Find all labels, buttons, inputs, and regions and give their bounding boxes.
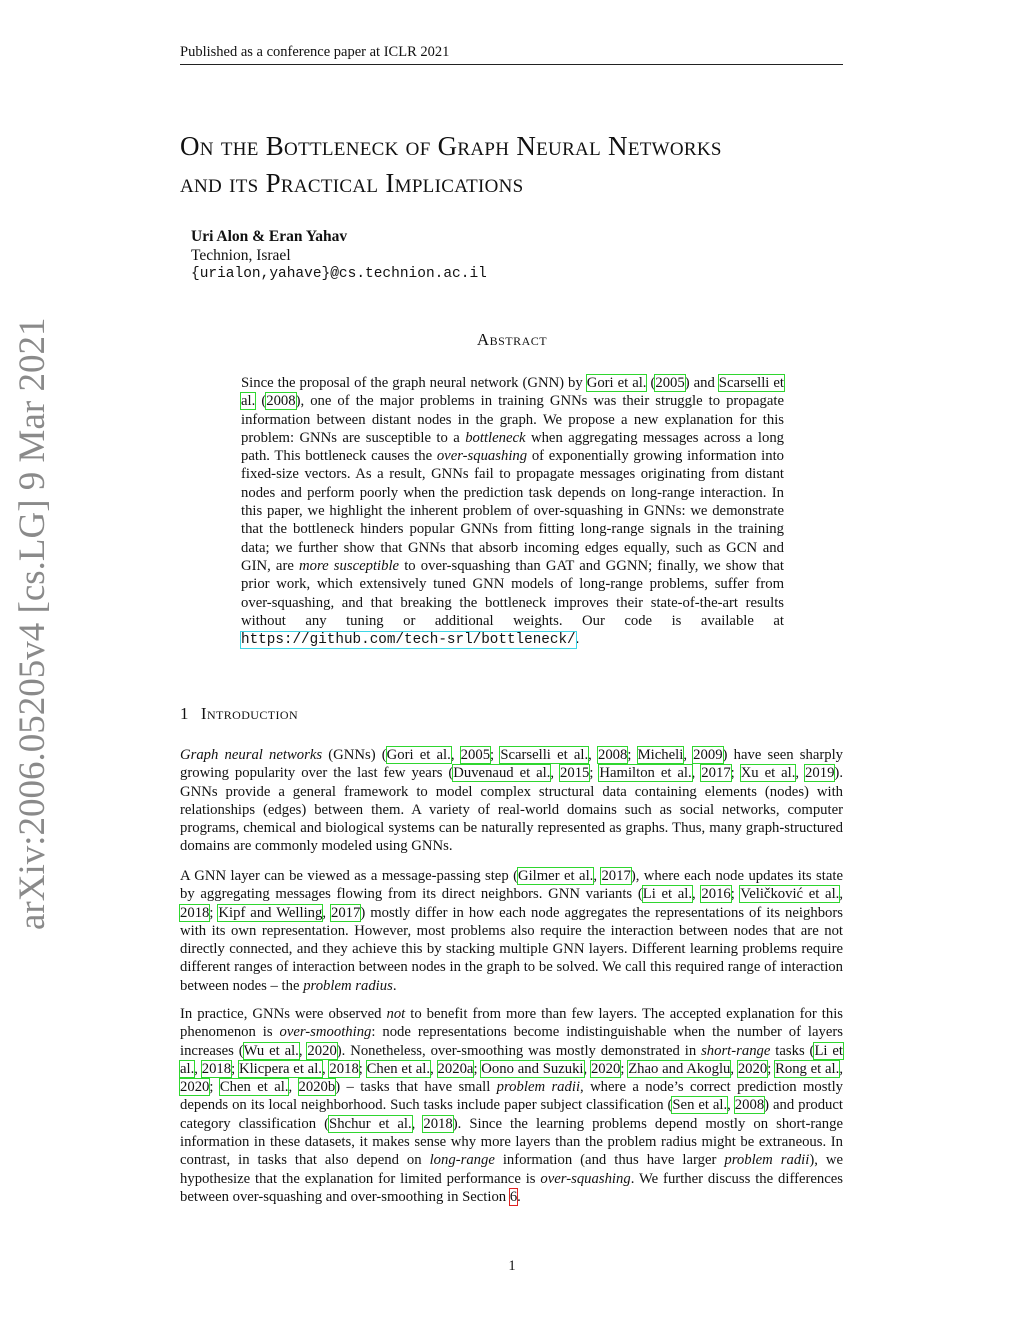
text-span: ; (209, 1079, 220, 1096)
text-span: , (839, 1060, 843, 1077)
text-span: tasks ( (770, 1042, 815, 1059)
text-span: ) – tasks that have small (335, 1079, 497, 1096)
abstract-text-span: . (575, 631, 580, 648)
arxiv-stamp: arXiv:2006.05205v4 [cs.LG] 9 Mar 2021 (12, 317, 53, 930)
title-line-2: and its Practical Implications (180, 168, 524, 198)
section-heading (180, 704, 298, 724)
text-span: , (683, 747, 694, 763)
section-ref-link[interactable]: 6 (509, 1188, 518, 1205)
citation-link[interactable]: Gilmer et al. (517, 868, 594, 884)
text-span: ; (627, 747, 638, 763)
text-span: , (730, 1060, 738, 1077)
text-span: , (550, 765, 561, 782)
citation-link[interactable]: 2020 (307, 1042, 337, 1059)
text-span: ) and product category classification ( (180, 1097, 843, 1132)
citation-link[interactable]: 2018 (180, 904, 210, 921)
emphasis: long-range (429, 1152, 495, 1169)
abstract-text-span: to over-squashing than GAT and GGNN; finally, we show that prior work, which extensively tuned GNN models of long-range problems, suffer from over-squashing, and that breaking the bottleneck improves their state-of-the-art results without any tuning or additional weights. Our code is available at (241, 557, 784, 629)
citation-link[interactable]: 2009 (693, 747, 723, 763)
text-span: ; (490, 747, 501, 763)
citation-link[interactable]: Klicpera et al. (238, 1060, 322, 1077)
citation-link[interactable]: Scarselli et al. (500, 747, 589, 763)
citation-link[interactable]: 2018 (329, 1060, 359, 1077)
citation-link[interactable]: Micheli (637, 747, 684, 763)
citation-link[interactable]: 2020 (180, 1079, 210, 1096)
text-span: . (517, 1188, 521, 1205)
citation-link[interactable]: 2019 (805, 765, 835, 782)
citation-link[interactable]: Duvenaud et al. (453, 765, 551, 782)
emphasis: bottleneck (465, 429, 526, 446)
text-span: ; (473, 1060, 482, 1077)
citation-link[interactable]: Wu et al. (243, 1042, 299, 1059)
text-span: ; (231, 1060, 239, 1077)
citation-link[interactable]: 2008 (266, 393, 296, 410)
citation-link[interactable]: Gori et al. (586, 375, 647, 391)
citation-link[interactable]: 2017 (330, 904, 361, 921)
text-span: ; (589, 765, 600, 782)
emphasis: problem radii (724, 1152, 810, 1169)
section-number: 1 (180, 704, 189, 723)
citation-link[interactable]: 2020 (590, 1060, 621, 1077)
citation-link[interactable]: Kipf and Welling (218, 904, 323, 921)
citation-link[interactable]: Chen et al. (219, 1079, 289, 1096)
abstract-heading: Abstract (476, 330, 548, 349)
text-span: (GNNs) ( (322, 747, 387, 763)
text-span: , (430, 1060, 438, 1077)
citation-link[interactable]: 2017 (601, 868, 631, 884)
citation-link[interactable]: Veličković et al. (740, 886, 840, 903)
emphasis: over-squashing (436, 448, 528, 465)
author-names: Uri Alon & Eran Yahav (191, 228, 348, 245)
text-span: ; (730, 765, 741, 782)
text-span: ), where each node updates its state by aggregating messages flowing from its direct neighbors. GNN variants ( (180, 868, 843, 903)
citation-link[interactable]: 2005 (460, 747, 491, 763)
text-span: ), we hypothesize that the explanation for limited performance is (180, 1152, 843, 1187)
emphasis: more susceptible (299, 557, 400, 574)
text-span: , (795, 765, 806, 782)
text-span: ; (209, 904, 219, 921)
text-span: , (593, 868, 602, 884)
text-span: ; (767, 1060, 776, 1077)
text-span: ; (358, 1060, 367, 1077)
code-url-link[interactable]: https://github.com/tech-srl/bottleneck/ (241, 632, 576, 649)
abstract-text-span: ( (646, 375, 656, 391)
abstract-text-span: of exponentially growing information into fixed-size vectors. As a result, GNNs fail to propagate messages originating from distant nodes and perform poorly when the prediction task depends on long-range interaction. In this paper, we highlight the inherent problem of over-squashing in GNNs: we demonstrate that the bottleneck hinders popular GNNs from fitting long-range signals in the training data; we further show that GNNs that absorb incoming edges equally, such as GCN and GIN, are (241, 448, 784, 574)
text-span: : node representations become indistinguishable when the number of layers increases ( (180, 1024, 844, 1059)
text-span: , (692, 886, 702, 903)
section-title: Introduction (200, 704, 299, 723)
text-span: . We further discuss the differences between over-squashing and over-smoothing in Section (180, 1170, 843, 1205)
author-affiliation: Technion, Israel (191, 247, 291, 264)
text-span: , (583, 1060, 591, 1077)
emphasis: Graph neural networks (180, 747, 323, 763)
text-span: ; (620, 1060, 629, 1077)
abstract-text-span: ) and (684, 375, 719, 391)
citation-link[interactable]: 2020 (737, 1060, 768, 1077)
text-span: , (288, 1079, 299, 1096)
text-span: , (321, 1060, 330, 1077)
text-span: to benefit from more than few layers. The accepted explanation for this phenomenon is (180, 1006, 843, 1041)
citation-link[interactable]: Li et al. (180, 1042, 843, 1077)
citation-link[interactable]: 2016 (701, 886, 731, 903)
emphasis: over-squashing (540, 1170, 631, 1187)
citation-link[interactable]: Gori et al. (386, 747, 451, 763)
text-span: , (322, 904, 331, 921)
citation-link[interactable]: Oono and Suzuki (481, 1060, 584, 1077)
paper-title (180, 128, 860, 202)
text-span: ). Nonetheless, over-smoothing was mostly demonstrated in (336, 1042, 702, 1059)
citation-link[interactable]: 2018 (201, 1060, 232, 1077)
citation-link[interactable]: Hamilton et al. (599, 765, 692, 782)
intro-paragraph-1 (180, 746, 843, 856)
citation-link[interactable]: 2008 (597, 747, 628, 763)
text-span: , (727, 1097, 735, 1114)
citation-link[interactable]: Scarselli et al. (241, 375, 784, 410)
text-span: , (839, 886, 843, 903)
text-span: ) mostly differ in how each node aggregates the representations of its neighbors with its own representation. However, most problems also require the interaction between nodes that are not directly connected, and they achieve this by stacking multiple GNN layers. Different learning problems require different ranges of interaction between nodes in the graph to be solved. We call this required range of interaction between nodes – the (180, 904, 843, 994)
text-span: A GNN layer can be viewed as a message-passing step ( (180, 868, 518, 884)
emphasis: short-range (701, 1042, 771, 1059)
text-span: information (and thus have larger (494, 1152, 725, 1169)
page-number: 1 (508, 1258, 516, 1274)
citation-link[interactable]: 2020b (298, 1079, 336, 1096)
text-span: , where a node’s correct prediction mostly depends on its local neighborhood. Such tasks include paper subject classification ( (180, 1079, 843, 1114)
abstract-text-span: ), one of the major problems in training GNNs was their struggle to propagate information between distant nodes in the graph. We propose a new explanation for this problem: GNNs are susceptible to a (241, 393, 784, 446)
citation-link[interactable]: Xu et al. (740, 765, 796, 782)
abstract-text-span: when aggregating messages across a long path. This bottleneck causes the (241, 429, 785, 465)
text-span: , (411, 1115, 424, 1132)
text-span: ). Since the learning problems depend mostly on short-range information in these datasets, it makes sense why more layers than the problem radius might be extraneous. In contrast, in tasks that also depend on (180, 1115, 843, 1169)
abstract-text (241, 374, 784, 649)
abstract-text-span: Since the proposal of the graph neural network (GNN) by (241, 375, 587, 391)
citation-link[interactable]: 2005 (655, 375, 685, 391)
emphasis: problem radii (496, 1079, 581, 1096)
citation-link[interactable]: 2015 (560, 765, 590, 782)
abstract-text-span: ( (255, 393, 267, 410)
text-span: , (298, 1042, 308, 1059)
emphasis: over-smoothing (279, 1024, 372, 1041)
citation-link[interactable]: 2020a (437, 1060, 474, 1077)
citation-link[interactable]: 2018 (423, 1115, 453, 1132)
intro-paragraph-3 (180, 1005, 843, 1206)
citation-link[interactable]: 2008 (734, 1097, 765, 1114)
citation-link[interactable]: Shchur et al. (329, 1115, 412, 1132)
text-span: ; (730, 886, 741, 903)
emphasis: not (386, 1006, 406, 1022)
text-span: , (194, 1060, 202, 1077)
text-span: ). GNNs provide a general framework to model complex structural data containing elements (nodes) with relationships (edges) between them. A variety of real-world domains such as social networks, computer programs, chemical and biological systems can be naturally represented as graphs. Thus, many graph-structured domains are commonly modeled using GNNs. (180, 765, 843, 855)
citation-link[interactable]: Li et al. (642, 886, 693, 903)
text-span: , (588, 747, 598, 763)
emphasis: problem radius (303, 977, 393, 994)
citation-link[interactable]: Chen et al. (366, 1060, 431, 1077)
title-line-1: On the Bottleneck of Graph Neural Networks (180, 131, 722, 161)
citation-link[interactable]: Zhao and Akoglu (628, 1060, 731, 1077)
text-span: . (392, 977, 397, 994)
citation-link[interactable]: 2017 (701, 765, 731, 782)
running-header: Published as a conference paper at ICLR 2021 (180, 44, 843, 65)
intro-paragraph-2 (180, 867, 843, 995)
text-span: , (691, 765, 702, 782)
citation-link[interactable]: Sen et al. (672, 1097, 728, 1114)
author-email[interactable]: {urialon,yahave}@cs.technion.ac.il (191, 266, 487, 282)
text-span: , (450, 747, 461, 763)
citation-link[interactable]: Rong et al. (775, 1060, 840, 1077)
text-span: ) have seen sharply growing popularity over the last few years ( (180, 747, 844, 782)
text-span: In practice, GNNs were observed (180, 1006, 387, 1022)
author-block (191, 227, 487, 284)
